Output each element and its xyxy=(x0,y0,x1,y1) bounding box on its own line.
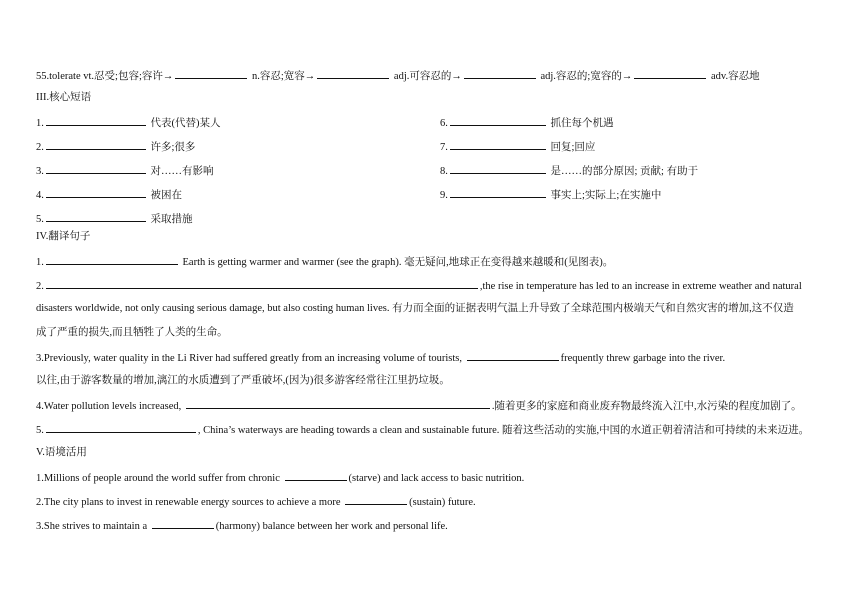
answer-blank[interactable] xyxy=(450,187,546,198)
sentence-text: (harmony) balance between her work and personal life. xyxy=(215,521,448,532)
section-4-title: IV.翻译句子 xyxy=(36,231,91,242)
sentence-text: (starve) and lack access to basic nutrition. xyxy=(348,473,525,484)
sentence-text: Earth is getting warmer and warmer (see the graph). 毫无疑问,地球正在变得越来越暖和(见图表)。 xyxy=(179,257,614,268)
answer-blank[interactable] xyxy=(464,68,536,79)
context-question-3 xyxy=(36,518,448,533)
answer-blank[interactable] xyxy=(152,518,214,529)
translation-sentence-3-cont: 以往,由于游客数量的增加,漓江的水质遭到了严重破坏,(因为)很多游客经常往江里扔垃圾。 xyxy=(36,375,450,386)
sentence-text: 3.Previously, water quality in the Li River had suffered greatly from an increasing volume of tourists, xyxy=(36,353,465,364)
item-text: 抓住每个机遇 xyxy=(550,118,614,129)
item-number: 4. xyxy=(36,190,44,201)
translation-sentence-2-cont: disasters worldwide, not only causing serious damage, but also costing human lives. 有力而全面的证据表明气温上升导致了全球范围内极端天气和自然灾害的增加,这不仅造 xyxy=(36,303,794,314)
section-5-title: V.语境活用 xyxy=(36,447,87,458)
answer-blank[interactable] xyxy=(450,163,546,174)
item-number: 8. xyxy=(440,166,448,177)
answer-blank[interactable] xyxy=(46,422,196,433)
item-number: 3. xyxy=(36,166,44,177)
item-text: 许多;很多 xyxy=(150,142,196,153)
section-3-title: III.核心短语 xyxy=(36,92,92,103)
phrase-item xyxy=(36,187,182,202)
vocab-55-adj2: adj.容忍的;宽容的→ xyxy=(537,71,633,82)
sentence-text: 1.Millions of people around the world suffer from chronic xyxy=(36,473,283,484)
answer-blank[interactable] xyxy=(285,470,347,481)
item-text: 是……的部分原因; 贡献; 有助于 xyxy=(550,166,699,177)
item-number: 6. xyxy=(440,118,448,129)
answer-blank[interactable] xyxy=(450,139,546,150)
sentence-text: 4.Water pollution levels increased, xyxy=(36,401,184,412)
translation-sentence-5 xyxy=(36,422,809,437)
phrase-item xyxy=(440,163,698,178)
item-number: 5. xyxy=(36,425,44,436)
context-question-2 xyxy=(36,494,476,509)
sentence-text: 2.The city plans to invest in renewable energy sources to achieve a more xyxy=(36,497,344,508)
phrase-item xyxy=(440,187,661,202)
answer-blank[interactable] xyxy=(634,68,706,79)
answer-blank[interactable] xyxy=(46,115,146,126)
phrase-item xyxy=(36,139,195,154)
phrase-item xyxy=(36,115,221,130)
vocab-55-adv: adv.容忍地 xyxy=(708,71,760,82)
phrase-item xyxy=(440,139,595,154)
item-number: 5. xyxy=(36,214,44,225)
item-text: 被困在 xyxy=(150,190,182,201)
answer-blank[interactable] xyxy=(186,398,490,409)
vocab-55-prefix: 55.tolerate vt.忍受;包容;容许→ xyxy=(36,71,174,82)
vocab-55-adj1: adj.可容忍的→ xyxy=(391,71,462,82)
vocab-line-55 xyxy=(36,68,760,83)
sentence-text: frequently threw garbage into the river. xyxy=(560,353,726,364)
answer-blank[interactable] xyxy=(46,211,146,222)
sentence-text: 3.She strives to maintain a xyxy=(36,521,150,532)
item-text: 采取措施 xyxy=(150,214,193,225)
item-number: 1. xyxy=(36,257,44,268)
item-text: 代表(代替)某人 xyxy=(150,118,221,129)
answer-blank[interactable] xyxy=(467,350,559,361)
answer-blank[interactable] xyxy=(46,139,146,150)
answer-blank[interactable] xyxy=(175,68,247,79)
translation-sentence-2 xyxy=(36,278,802,293)
translation-sentence-1 xyxy=(36,254,613,269)
answer-blank[interactable] xyxy=(46,187,146,198)
answer-blank[interactable] xyxy=(317,68,389,79)
phrase-item xyxy=(440,115,614,130)
item-number: 1. xyxy=(36,118,44,129)
answer-blank[interactable] xyxy=(450,115,546,126)
answer-blank[interactable] xyxy=(345,494,407,505)
item-text: 对……有影响 xyxy=(150,166,214,177)
item-number: 9. xyxy=(440,190,448,201)
sentence-text: .随着更多的家庭和商业废弃物最终流入江中,水污染的程度加剧了。 xyxy=(491,401,802,412)
translation-sentence-3 xyxy=(36,350,725,365)
item-number: 2. xyxy=(36,142,44,153)
translation-sentence-2-cont: 成了严重的损失,而且牺牲了人类的生命。 xyxy=(36,327,228,338)
item-number: 7. xyxy=(440,142,448,153)
phrase-item xyxy=(36,211,193,226)
sentence-text: ,the rise in temperature has led to an increase in extreme weather and natural xyxy=(479,281,802,292)
translation-sentence-4 xyxy=(36,398,802,413)
item-text: 回复;回应 xyxy=(550,142,596,153)
item-number: 2. xyxy=(36,281,44,292)
item-text: 事实上;实际上;在实施中 xyxy=(550,190,662,201)
context-question-1 xyxy=(36,470,524,485)
answer-blank[interactable] xyxy=(46,163,146,174)
phrase-item xyxy=(36,163,214,178)
vocab-55-noun: n.容忍;宽容→ xyxy=(249,71,316,82)
sentence-text: , China’s waterways are heading towards a clean and sustainable future. 随着这些活动的实施,中国的水道正朝着清洁和可持续的未来迈进。 xyxy=(197,425,810,436)
answer-blank[interactable] xyxy=(46,254,178,265)
sentence-text: (sustain) future. xyxy=(409,497,476,508)
answer-blank[interactable] xyxy=(46,278,478,289)
